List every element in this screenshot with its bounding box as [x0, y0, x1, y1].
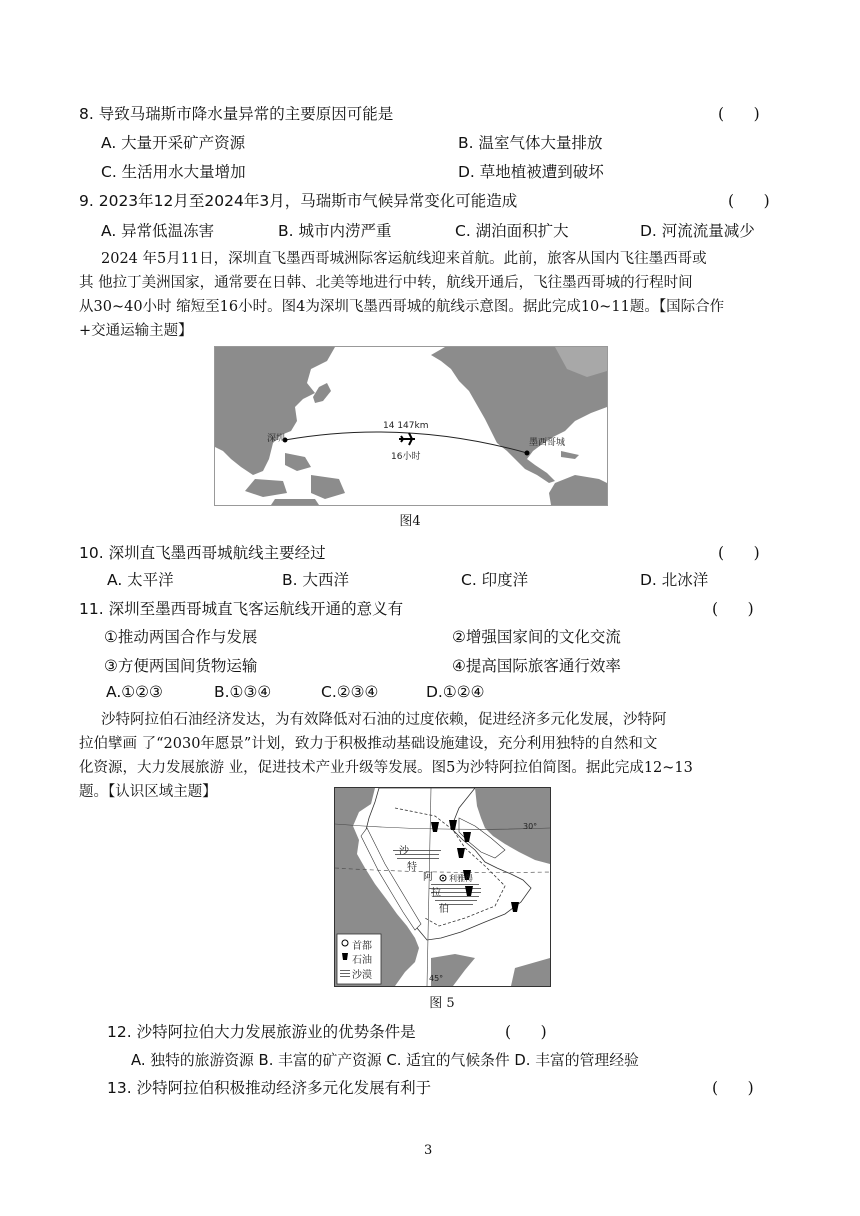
label-arabian-sea: 阿拉伯海 [483, 938, 523, 949]
q11-stem: 11. 深圳至墨西哥城直飞客运航线开通的意义有 [79, 600, 404, 618]
figure4-caption: 图4 [399, 514, 421, 529]
q12-stem: 12. 沙特阿拉伯大力发展旅游业的优势条件是 [107, 1023, 416, 1041]
passage2-line2: 拉伯擘画 了“2030年愿景”计划，致力于积极推动基础设施建设，充分利用独特的自然和文 [79, 736, 658, 752]
q11-statement-4: ④提高国际旅客通行效率 [452, 657, 621, 675]
label-lat-30: 30° [523, 822, 538, 831]
q8-option-a: A. 大量开采矿产资源 [101, 134, 246, 152]
mexico-city-point [525, 451, 530, 456]
label-distance: 14 147km [383, 421, 429, 431]
q10-option-d: D. 北冰洋 [640, 571, 709, 589]
passage1-line3: 从30~40小时 缩短至16小时。图4为深圳飞墨西哥城的航线示意图。据此完成10~11题。【国际合作 [79, 299, 725, 315]
legend-capital-icon [342, 940, 348, 946]
q11-option-d: D.①②④ [426, 683, 485, 701]
q11-statement-3: ③方便两国间货物运输 [104, 657, 258, 675]
q12-options: A. 独特的旅游资源 B. 丰富的矿产资源 C. 适宜的气候条件 D. 丰富的管理经验 [131, 1052, 639, 1069]
q10-option-b: B. 大西洋 [282, 571, 349, 589]
q9-option-b: B. 城市内涝严重 [278, 222, 392, 240]
q9-option-c: C. 湖泊面积扩大 [455, 222, 569, 240]
q9-stem: 9. 2023年12月至2024年3月，马瑞斯市气候异常变化可能造成 [79, 192, 518, 210]
label-shenzhen: 深圳 [267, 434, 286, 444]
legend-capital-label: 首都 [352, 941, 372, 952]
q13-stem: 13. 沙特阿拉伯积极推动经济多元化发展有利于 [107, 1079, 432, 1097]
q9-option-a: A. 异常低温冻害 [101, 222, 215, 240]
figure5-caption: 图 5 [429, 996, 455, 1011]
q12-paren: ( ) [505, 1023, 547, 1041]
q8-option-b: B. 温室气体大量排放 [458, 134, 603, 152]
label-lon-45: 45° [429, 974, 444, 983]
q11-statement-2: ②增强国家间的文化交流 [452, 628, 621, 646]
q10-stem: 10. 深圳直飞墨西哥城航线主要经过 [79, 544, 326, 562]
passage1-line4: +交通运输主题】 [79, 323, 193, 339]
q9-paren: ( ) [728, 192, 770, 210]
label-mexico-city: 墨西哥城 [529, 438, 566, 448]
q8-option-d: D. 草地植被遭到破坏 [458, 163, 604, 181]
q8-option-c: C. 生活用水大量增加 [101, 163, 246, 181]
legend-oil-icon [342, 953, 348, 960]
q10-option-c: C. 印度洋 [461, 571, 529, 589]
passage1-line2: 其 他拉丁美洲国家，通常要在日韩、北美等地进行中转，航线开通后，飞往墨西哥城的行程时间 [79, 275, 693, 291]
q8-paren: ( ) [718, 105, 760, 123]
australia-edge [271, 499, 319, 505]
passage1-line1: 2024 年5月11日，深圳直飞墨西哥城洲际客运航线迎来首航。此前，旅客从国内飞往墨西哥或 [101, 251, 707, 267]
q10-paren: ( ) [718, 544, 760, 562]
legend-desert-label: 沙漠 [352, 970, 372, 981]
label-sha: 沙 [399, 846, 409, 857]
q10-option-a: A. 太平洋 [107, 571, 174, 589]
q11-paren: ( ) [712, 600, 754, 618]
passage2-line4: 题。【认识区域主题】 [79, 784, 217, 800]
q11-option-c: C.②③④ [321, 683, 379, 701]
label-flight-time: 16小时 [391, 452, 421, 462]
label-a: 阿 [423, 872, 433, 883]
saudi-map-figure5 [334, 787, 551, 987]
route-map-figure4 [214, 346, 608, 506]
label-la: 拉 [431, 888, 441, 899]
q11-statement-1: ①推动两国合作与发展 [104, 628, 258, 646]
q13-paren: ( ) [712, 1079, 754, 1097]
passage2-line3: 化资源，大力发展旅游 业，促进技术产业升级等发展。图5为沙特阿拉伯简图。据此完成12~13 [79, 760, 693, 776]
q11-option-a: A.①②③ [106, 683, 163, 701]
label-bo: 伯 [439, 904, 449, 915]
page-number: 3 [424, 1143, 433, 1158]
legend-oil-label: 石油 [352, 955, 372, 966]
q9-option-d: D. 河流流量减少 [640, 222, 755, 240]
q11-option-b: B.①③④ [214, 683, 272, 701]
q8-stem: 8. 导致马瑞斯市降水量异常的主要原因可能是 [79, 105, 394, 123]
passage2-line1: 沙特阿拉伯石油经济发达，为有效降低对石油的过度依赖，促进经济多元化发展，沙特阿 [101, 712, 667, 728]
label-riyadh: 利雅得 [449, 874, 473, 883]
label-te: 特 [407, 862, 417, 873]
